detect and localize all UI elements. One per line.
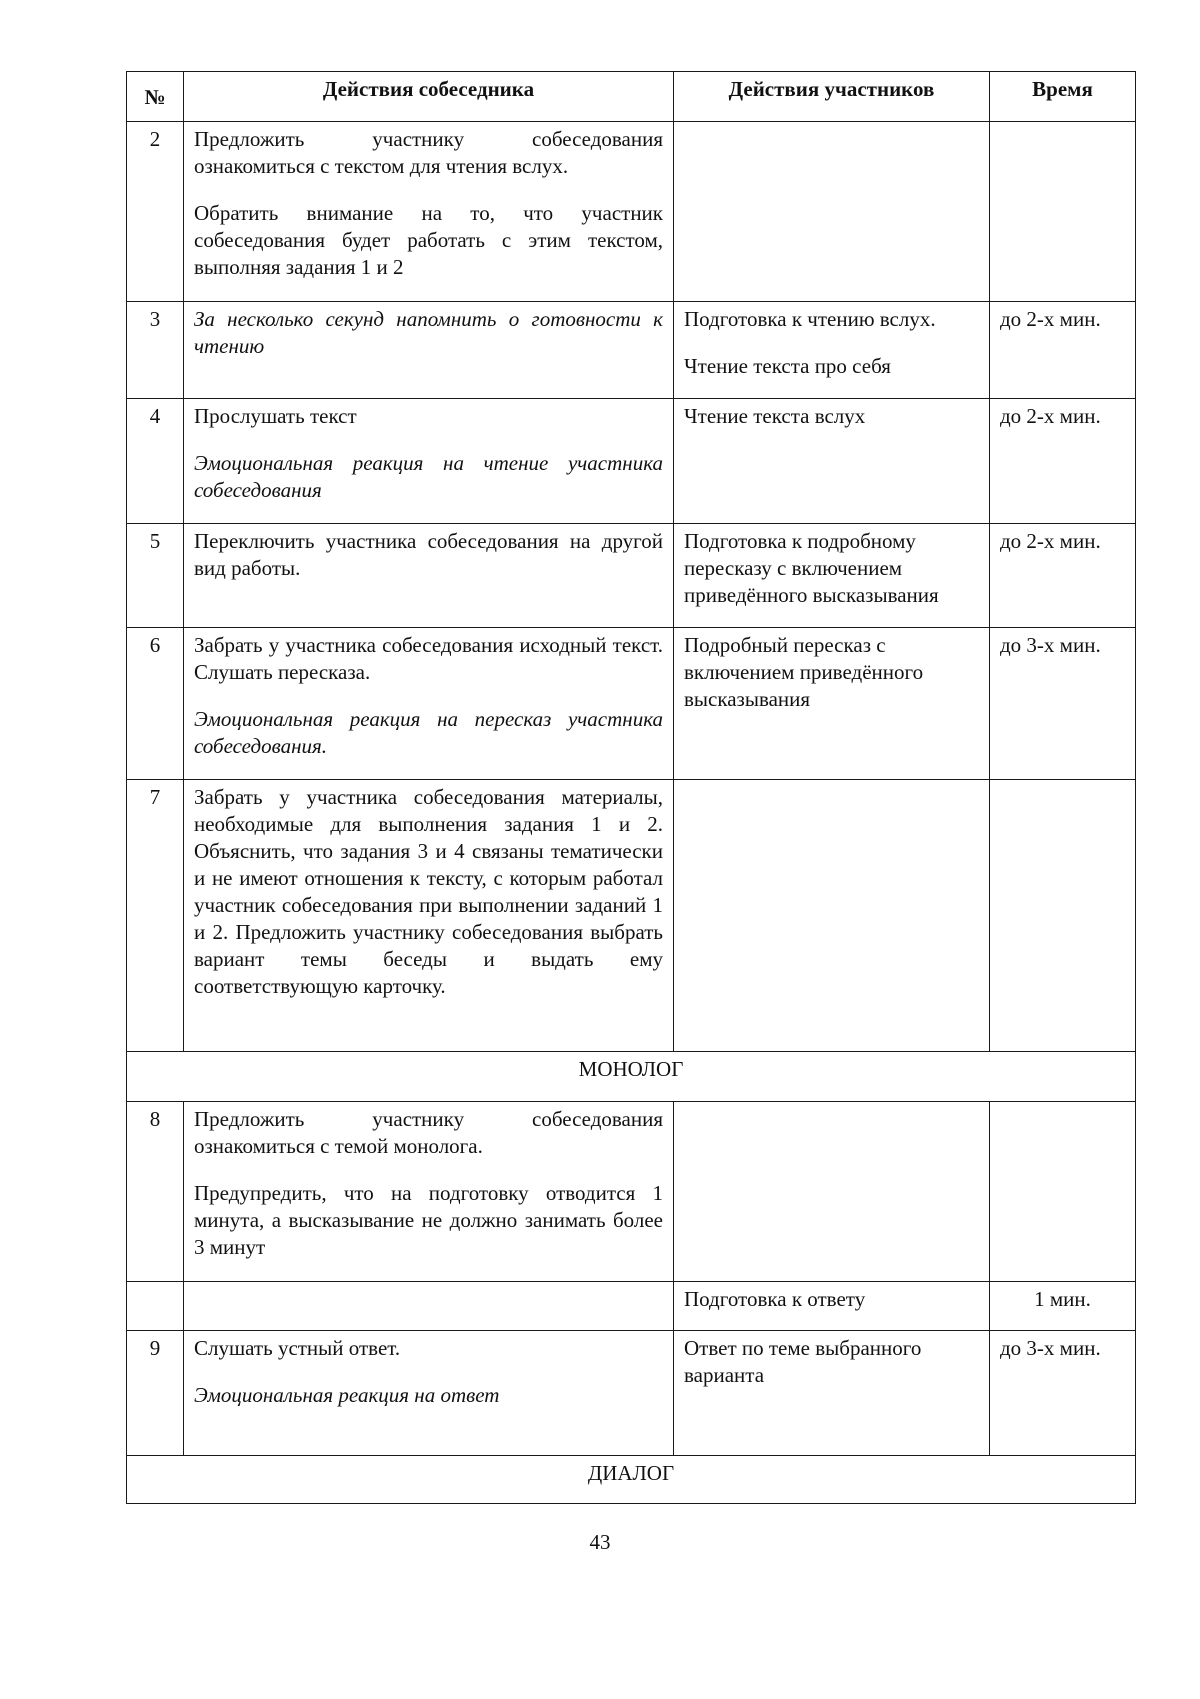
table-row [127,122,1136,302]
participant-text: Подготовка к подробному пересказу с включением приведённого высказывания [684,529,939,607]
interlocutor-text: За несколько секунд напомнить о готовности к чтению [194,307,663,358]
interlocutor-cell [184,524,674,628]
interlocutor-text: Прослушать текст [194,404,357,428]
interlocutor-text: Эмоциональная реакция на чтение участника собеседования [194,451,663,502]
table-row [127,780,1136,1052]
table-row [127,524,1136,628]
participant-cell [674,780,990,1052]
interlocutor-cell [184,1282,674,1331]
table-row [127,628,1136,780]
section-title-monolog: МОНОЛОГ [127,1052,1136,1102]
interlocutor-text: Предупредить, что на подготовку отводится 1 минута, а высказывание не должно занимать более 3 минут [194,1181,663,1259]
table-row [127,1282,1136,1331]
interlocutor-cell [184,780,674,1052]
header-interlocutor: Действия собеседника [184,72,674,122]
header-participant: Действия участников [674,72,990,122]
row-number: 2 [127,122,184,302]
participant-cell [674,302,990,399]
time-cell [990,780,1136,1052]
participant-text: Чтение текста вслух [684,404,866,428]
interlocutor-cell [184,1331,674,1456]
participant-text: Чтение текста про себя [684,354,891,378]
row-number: 5 [127,524,184,628]
time-cell: до 3-х мин. [990,1331,1136,1456]
participant-cell [674,1331,990,1456]
participant-cell [674,122,990,302]
row-number: 4 [127,399,184,524]
page-number: 43 [589,1530,611,1554]
interlocutor-text: Слушать устный ответ. [194,1336,401,1360]
section-row [127,1052,1136,1102]
interlocutor-text: Эмоциональная реакция на ответ [194,1383,500,1407]
row-number: 7 [127,780,184,1052]
row-number: 8 [127,1102,184,1282]
participant-text: Подробный пересказ с включением приведённого высказывания [684,633,924,711]
time-cell [990,1102,1136,1282]
row-number: 9 [127,1331,184,1456]
interlocutor-cell [184,122,674,302]
participant-cell [674,524,990,628]
participant-text: Подготовка к чтению вслух. [684,307,936,331]
row-number [127,1282,184,1331]
interlocutor-text: Переключить участника собеседования на другой вид работы. [194,529,663,580]
header-time: Время [990,72,1136,122]
interlocutor-cell [184,1102,674,1282]
row-number: 6 [127,628,184,780]
interlocutor-cell [184,302,674,399]
interlocutor-cell [184,399,674,524]
section-title-dialog: ДИАЛОГ [127,1456,1136,1504]
time-cell: до 2-х мин. [990,399,1136,524]
participant-cell [674,1102,990,1282]
interlocutor-text: Забрать у участника собеседования материалы, необходимые для выполнения задания 1 и 2. Объяснить, что задания 3 и 4 связаны тематически и не имеют отношения к тексту, с которым работал участник собеседования при выполнении заданий 1 и 2. Предложить участнику собеседования выбрать вариант темы беседы и выдать ему соответствующую карточку. [194,785,663,998]
row-number: 3 [127,302,184,399]
time-cell: до 3-х мин. [990,628,1136,780]
participant-cell [674,628,990,780]
table-row [127,399,1136,524]
table-row [127,1102,1136,1282]
time-cell: до 2-х мин. [990,302,1136,399]
participant-text: Подготовка к ответу [684,1287,866,1311]
participant-cell [674,399,990,524]
interlocutor-text: Забрать у участника собеседования исходный текст. Слушать пересказа. [194,633,663,684]
table-row [127,1331,1136,1456]
participant-cell [674,1282,990,1331]
interlocutor-text: Предложить участнику собеседования ознакомиться с темой монолога. [194,1107,663,1158]
table-row [127,302,1136,399]
participant-text: Ответ по теме выбранного варианта [684,1336,922,1387]
time-cell [990,122,1136,302]
interlocutor-text: Эмоциональная реакция на пересказ участника собеседования. [194,707,663,758]
section-row [127,1456,1136,1504]
interlocutor-text: Обратить внимание на то, что участник собеседования будет работать с этим текстом, выполняя задания 1 и 2 [194,201,663,279]
time-cell: 1 мин. [990,1282,1136,1331]
procedure-table [126,71,1136,1504]
interlocutor-cell [184,628,674,780]
header-num: № [127,72,184,122]
time-cell: до 2-х мин. [990,524,1136,628]
table-header-row [127,72,1136,122]
interlocutor-text: Предложить участнику собеседования ознакомиться с текстом для чтения вслух. [194,127,663,178]
